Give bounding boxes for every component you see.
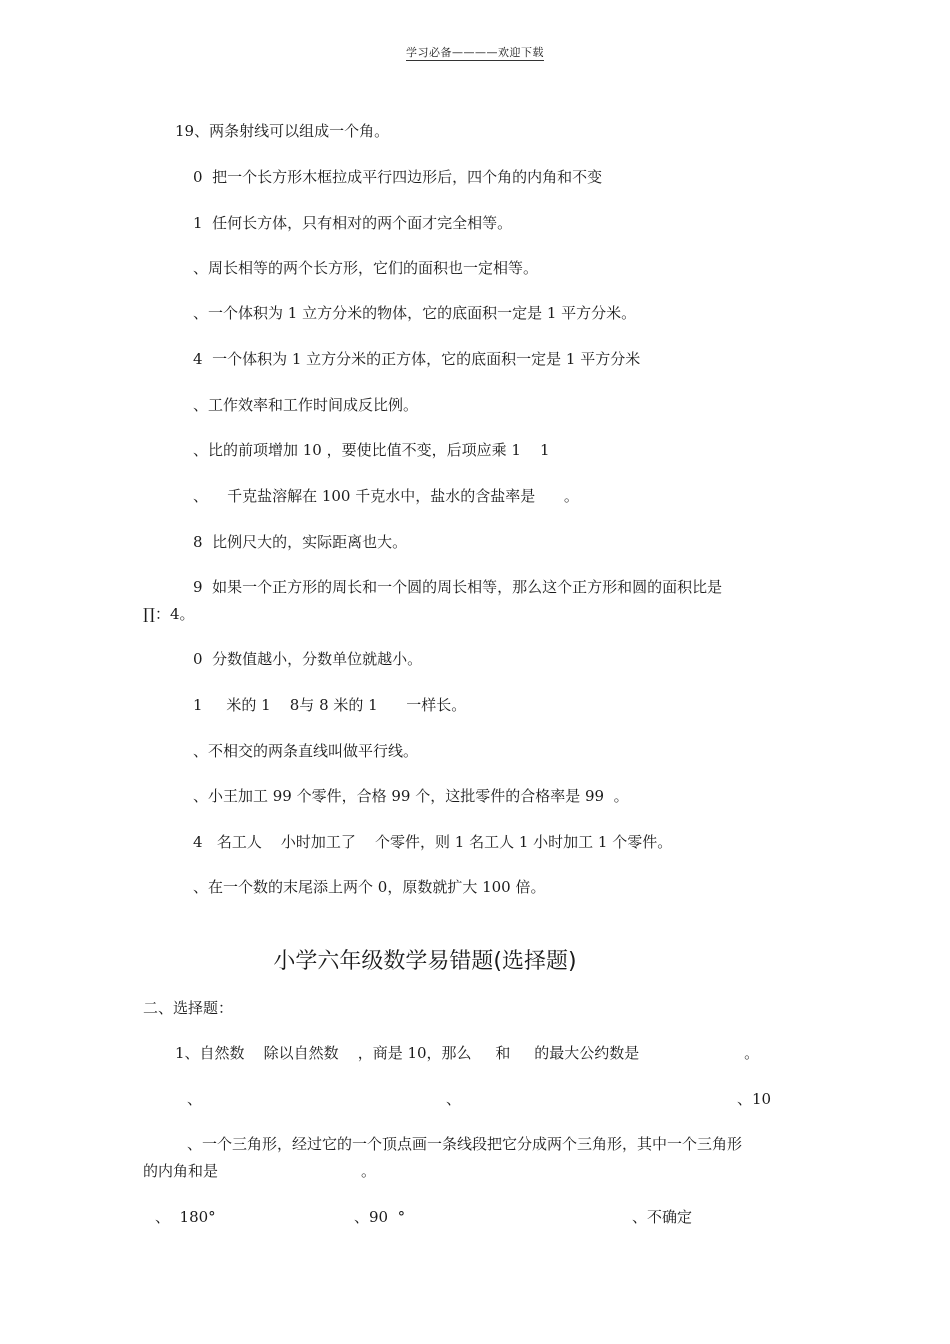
section-heading: 二、选择题：	[143, 999, 234, 1017]
choice-option: 、10	[737, 1090, 772, 1108]
judgment-item: 0 分数值越小，分数单位就越小。	[193, 650, 423, 668]
choice-option: 、90 °	[354, 1208, 406, 1226]
judgment-item-continuation: ∏：4。	[143, 605, 195, 623]
judgment-item: 1 米的 1 8与 8 米的 1 一样长。	[193, 696, 467, 714]
judgment-item: 4 名工人 小时加工了 个零件，则 1 名工人 1 小时加工 1 个零件。	[193, 833, 673, 851]
judgment-item: 、周长相等的两个长方形，它们的面积也一定相等。	[193, 259, 539, 277]
judgment-item: 、 千克盐溶解在 100 千克水中，盐水的含盐率是 。	[193, 487, 579, 505]
choice-question: 、一个三角形，经过它的一个顶点画一条线段把它分成两个三角形，其中一个三角形	[187, 1135, 743, 1153]
judgment-item: 、不相交的两条直线叫做平行线。	[193, 742, 419, 760]
judgment-item: 4 一个体积为 1 立方分米的正方体，它的底面积一定是 1 平方分米	[193, 350, 641, 368]
judgment-item: 1 任何长方体，只有相对的两个面才完全相等。	[193, 214, 513, 232]
choice-question: 1、自然数 除以自然数 ，商是 10，那么 和 的最大公约数是 。	[175, 1044, 760, 1062]
choice-option: 、 180°	[155, 1208, 216, 1226]
judgment-item: 、在一个数的末尾添上两个 0，原数就扩大 100 倍。	[193, 878, 546, 896]
choice-option: 、	[446, 1090, 462, 1108]
choice-question-continuation: 的内角和是 。	[143, 1162, 377, 1180]
judgment-item: 0 把一个长方形木框拉成平行四边形后，四个角的内角和不变	[193, 168, 603, 186]
choice-option: 、	[187, 1090, 203, 1108]
section-title: 小学六年级数学易错题(选择题)	[273, 949, 577, 974]
judgment-item: 、一个体积为 1 立方分米的物体，它的底面积一定是 1 平方分米。	[193, 304, 637, 322]
judgment-item: 8 比例尺大的，实际距离也大。	[193, 533, 408, 551]
page-header: 学习必备————欢迎下载	[406, 46, 544, 59]
judgment-item: 19、两条射线可以组成一个角。	[175, 122, 390, 140]
judgment-item: 9 如果一个正方形的周长和一个圆的周长相等，那么这个正方形和圆的面积比是	[193, 578, 723, 596]
judgment-item: 、比的前项增加 10 ，要使比值不变，后项应乘 1 1	[193, 441, 550, 459]
choice-option: 、不确定	[632, 1208, 693, 1226]
judgment-item: 、小王加工 99 个零件，合格 99 个，这批零件的合格率是 99 。	[193, 787, 629, 805]
judgment-item: 、工作效率和工作时间成反比例。	[193, 396, 419, 414]
